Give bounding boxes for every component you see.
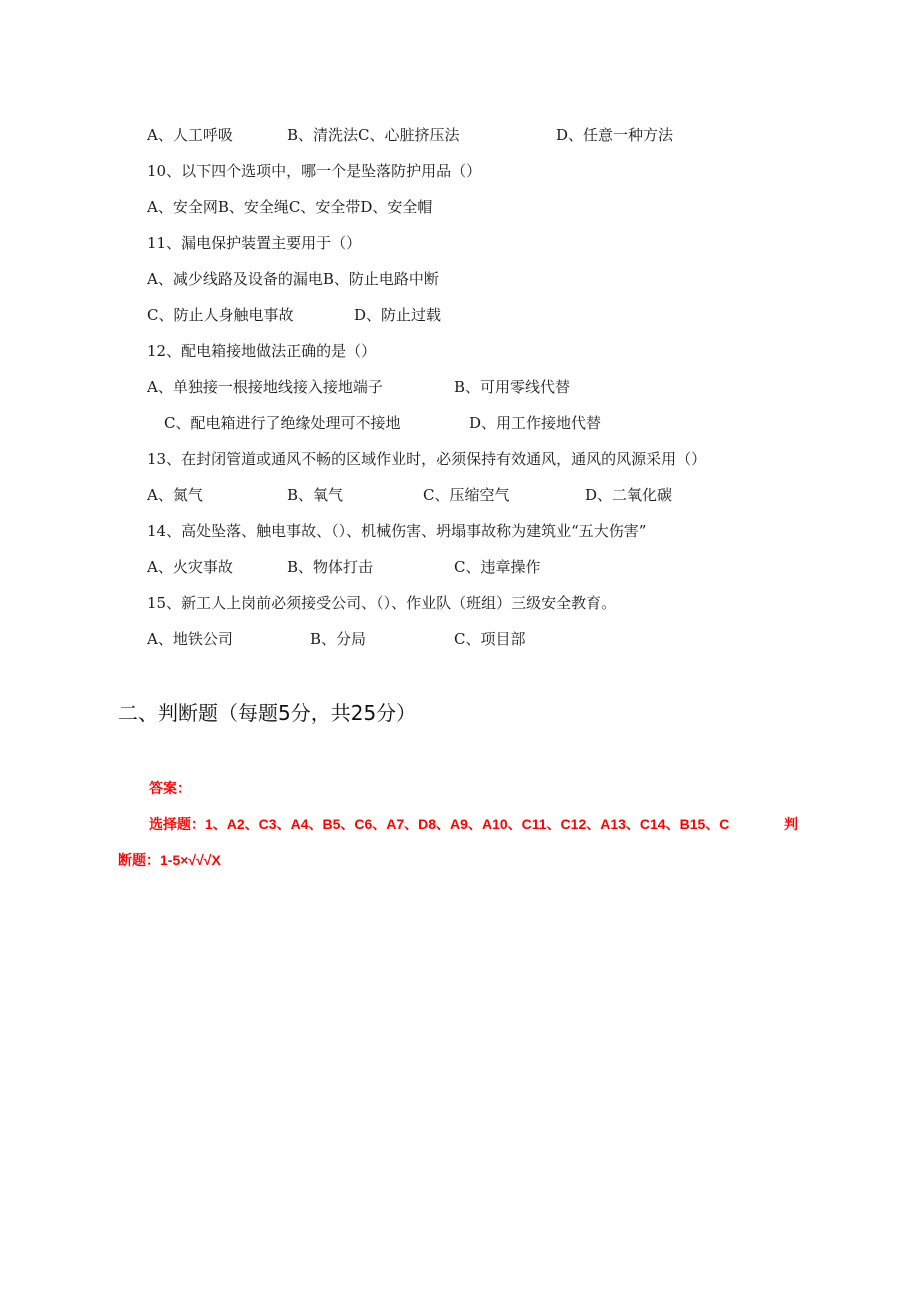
- q9-option-a: A、人工呼吸: [147, 126, 233, 144]
- q9-option-b-c: B、清洗法C、心脏挤压法: [287, 126, 460, 144]
- q15-option-c: C、项目部: [454, 630, 526, 648]
- q9-option-d: D、任意一种方法: [556, 126, 674, 144]
- q14-option-c: C、违章操作: [454, 558, 541, 576]
- q15-stem-text: 15、新工人上岗前必须接受公司、（）、作业队（班组）三级安全教育。: [147, 594, 617, 612]
- q12-stem-text: 12、配电箱接地做法正确的是（）: [147, 342, 377, 360]
- q11-option-a-b: A、减少线路及设备的漏电B、防止电路中断: [147, 270, 439, 288]
- q13-option-c: C、压缩空气: [423, 486, 510, 504]
- answers-judge-start: 判: [784, 816, 798, 832]
- q11-stem-text: 11、漏电保护装置主要用于（）: [147, 234, 362, 252]
- q13-stem-text: 13、在封闭管道或通风不畅的区域作业时，必须保持有效通风，通风的风源采用（）: [147, 450, 707, 468]
- q12-option-d: D、用工作接地代替: [469, 414, 602, 432]
- section-2-heading: 二、判断题（每题5分，共25分）: [118, 701, 417, 725]
- q14-stem-text: 14、高处坠落、触电事故、（）、机械伤害、坍塌事故称为建筑业“五大伤害”: [147, 522, 647, 540]
- q10-stem-text: 10、以下四个选项中，哪一个是坠落防护用品（）: [147, 162, 482, 180]
- q10-options-text: A、安全网B、安全绳C、安全带D、安全帽: [147, 198, 433, 216]
- answers-judge-line: 断题：1-5×√√√X: [118, 852, 221, 868]
- q13-option-d: D、二氧化碳: [585, 486, 673, 504]
- q13-option-a: A、氮气: [147, 486, 203, 504]
- answers-label: 答案：: [149, 780, 191, 796]
- q12-option-a: A、单独接一根接地线接入接地端子: [147, 378, 383, 396]
- q11-option-c: C、防止人身触电事故: [147, 306, 294, 324]
- q15-option-a: A、地铁公司: [147, 630, 233, 648]
- q12-option-b: B、可用零线代替: [454, 378, 571, 396]
- answers-choice-line: 选择题：1、A2、C3、A4、B5、C6、A7、D8、A9、A10、C11、C12、A13、C14、B15、C: [149, 816, 730, 832]
- q11-option-d: D、防止过载: [354, 306, 442, 324]
- q13-option-b: B、氧气: [287, 486, 344, 504]
- q14-option-a: A、火灾事故: [147, 558, 233, 576]
- q15-option-b: B、分局: [310, 630, 367, 648]
- q12-option-c: C、配电箱进行了绝缘处理可不接地: [164, 414, 401, 432]
- q14-option-b: B、物体打击: [287, 558, 374, 576]
